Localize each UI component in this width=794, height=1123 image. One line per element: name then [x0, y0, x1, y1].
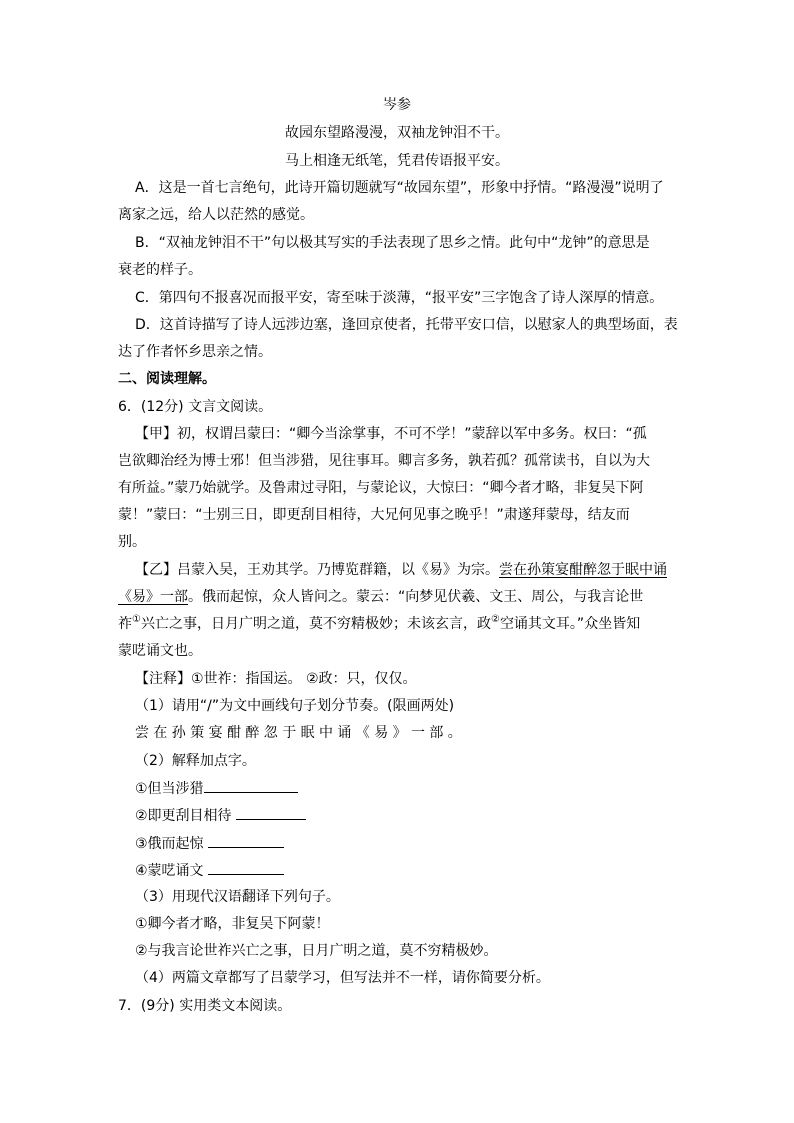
explain-item-text: ①但当涉猎 [135, 781, 204, 797]
passage-yi-line-1 [135, 560, 667, 580]
passage-jia-line-2: 岂欲卿治经为博士邪！但当涉猎，见往事耳。卿言多务，孰若孤？孤常读书，自以为大 [118, 453, 650, 469]
footnote-marker-1: ① [132, 614, 141, 625]
translate-item-2: ②与我言论世祚兴亡之事，日月广明之道，莫不穷精极妙。 [135, 943, 498, 959]
explain-item-text: ②即更刮目相待 [135, 808, 232, 824]
explain-item-text: ③俄而起惊 [135, 836, 204, 852]
passage-yi-text: 【乙】吕蒙入吴，王劝其学。乃博览群籍，以《易》为宗。 [135, 562, 499, 578]
passage-yi-text: 。俄而起惊，众人皆问之。蒙云：“向梦见伏羲、文王、周公，与我言论世 [188, 589, 644, 605]
passage-jia-line-1: 【甲】初，权谓吕蒙曰：“卿今当涂掌事，不可不学！”蒙辞以军中多务。权曰：“孤 [135, 426, 647, 442]
explain-item-4 [135, 860, 284, 881]
passage-yi-text: 祚 [118, 616, 132, 632]
annotation-note: 【注释】①世祚：指国运。 ②政：只，仅仅。 [135, 671, 417, 687]
explain-item-3 [135, 833, 284, 854]
option-c-line-1: C．第四句不报喜况而报平安，寄至味于淡薄，“报平安”三字饱含了诗人深厚的情意。 [135, 290, 664, 306]
passage-yi-text: 兴亡之事，日月广明之道，莫不穷精极妙；未该玄言，政 [140, 616, 491, 632]
sub-question-2: （2）解释加点字。 [135, 753, 256, 769]
passage-yi-line-4: 蒙呓诵文也。 [118, 643, 202, 659]
underlined-sentence-part-2: 《易》一部 [118, 589, 188, 605]
answer-blank[interactable] [208, 833, 284, 848]
passage-jia-line-3: 有所益。”蒙乃始就学。及鲁肃过寻阳，与蒙论议，大惊曰：“卿今者才略，非复吴下阿 [118, 480, 644, 496]
option-d-line-1: D．这首诗描写了诗人远涉边塞，逢回京使者，托带平安口信，以慰家人的典型场面，表 [135, 317, 678, 333]
option-b-line-2: 衰老的样子。 [118, 262, 202, 278]
option-d-line-2: 达了作者怀乡思亲之情。 [118, 344, 272, 360]
poem-line-2: 马上相逢无纸笔，凭君传语报平安。 [285, 153, 509, 169]
sub-question-1-sentence: 尝在孙策宴酣醉忽于眠中诵《易》一部。 [135, 725, 467, 741]
poem-line-1: 故园东望路漫漫，双袖龙钟泪不干。 [285, 125, 509, 141]
sub-question-4: （4）两篇文章都写了吕蒙学习，但写法并不一样，请你简要分析。 [135, 970, 550, 986]
option-a-line-1: A．这是一首七言绝句，此诗开篇切题就写“故园东望”，形象中抒情。“路漫漫”说明了 [135, 180, 664, 196]
passage-jia-line-4: 蒙！”蒙曰：“士别三日，即更刮目相待，大兄何见事之晚乎！”肃遂拜蒙母，结友而 [118, 507, 630, 523]
answer-blank[interactable] [236, 805, 306, 820]
answer-blank[interactable] [204, 778, 298, 793]
poem-author: 岑参 [383, 97, 411, 113]
translate-item-1: ①卿今者才略，非复吴下阿蒙！ [135, 916, 330, 932]
option-a-line-2: 离家之远，给人以茫然的感觉。 [118, 207, 314, 223]
question-6-title: 6．(12分) 文言文阅读。 [118, 399, 273, 415]
sub-question-1: （1）请用“/”为文中画线句子划分节奏。(限画两处) [135, 698, 455, 714]
passage-yi-line-2 [118, 587, 643, 607]
footnote-marker-2: ② [490, 614, 500, 625]
answer-blank[interactable] [208, 860, 284, 875]
explain-item-1 [135, 778, 298, 799]
sub-question-3: （3）用现代汉语翻译下列句子。 [135, 889, 340, 905]
option-b-line-1: B．“双袖龙钟泪不干”句以极其写实的手法表现了思乡之情。此句中“龙钟”的意思是 [135, 235, 650, 251]
question-7-title: 7．(9分) 实用类文本阅读。 [118, 998, 292, 1014]
underlined-sentence-part-1: 尝在孙策宴酣醉忽于眠中诵 [499, 562, 667, 578]
passage-yi-text: 空诵其文耳。”众坐皆知 [499, 616, 641, 632]
passage-jia-line-5: 别。 [118, 534, 146, 550]
explain-item-text: ④蒙呓诵文 [135, 863, 204, 879]
passage-yi-line-3 [118, 614, 640, 634]
section-heading: 二、阅读理解。 [118, 371, 216, 387]
explain-item-2 [135, 805, 306, 826]
